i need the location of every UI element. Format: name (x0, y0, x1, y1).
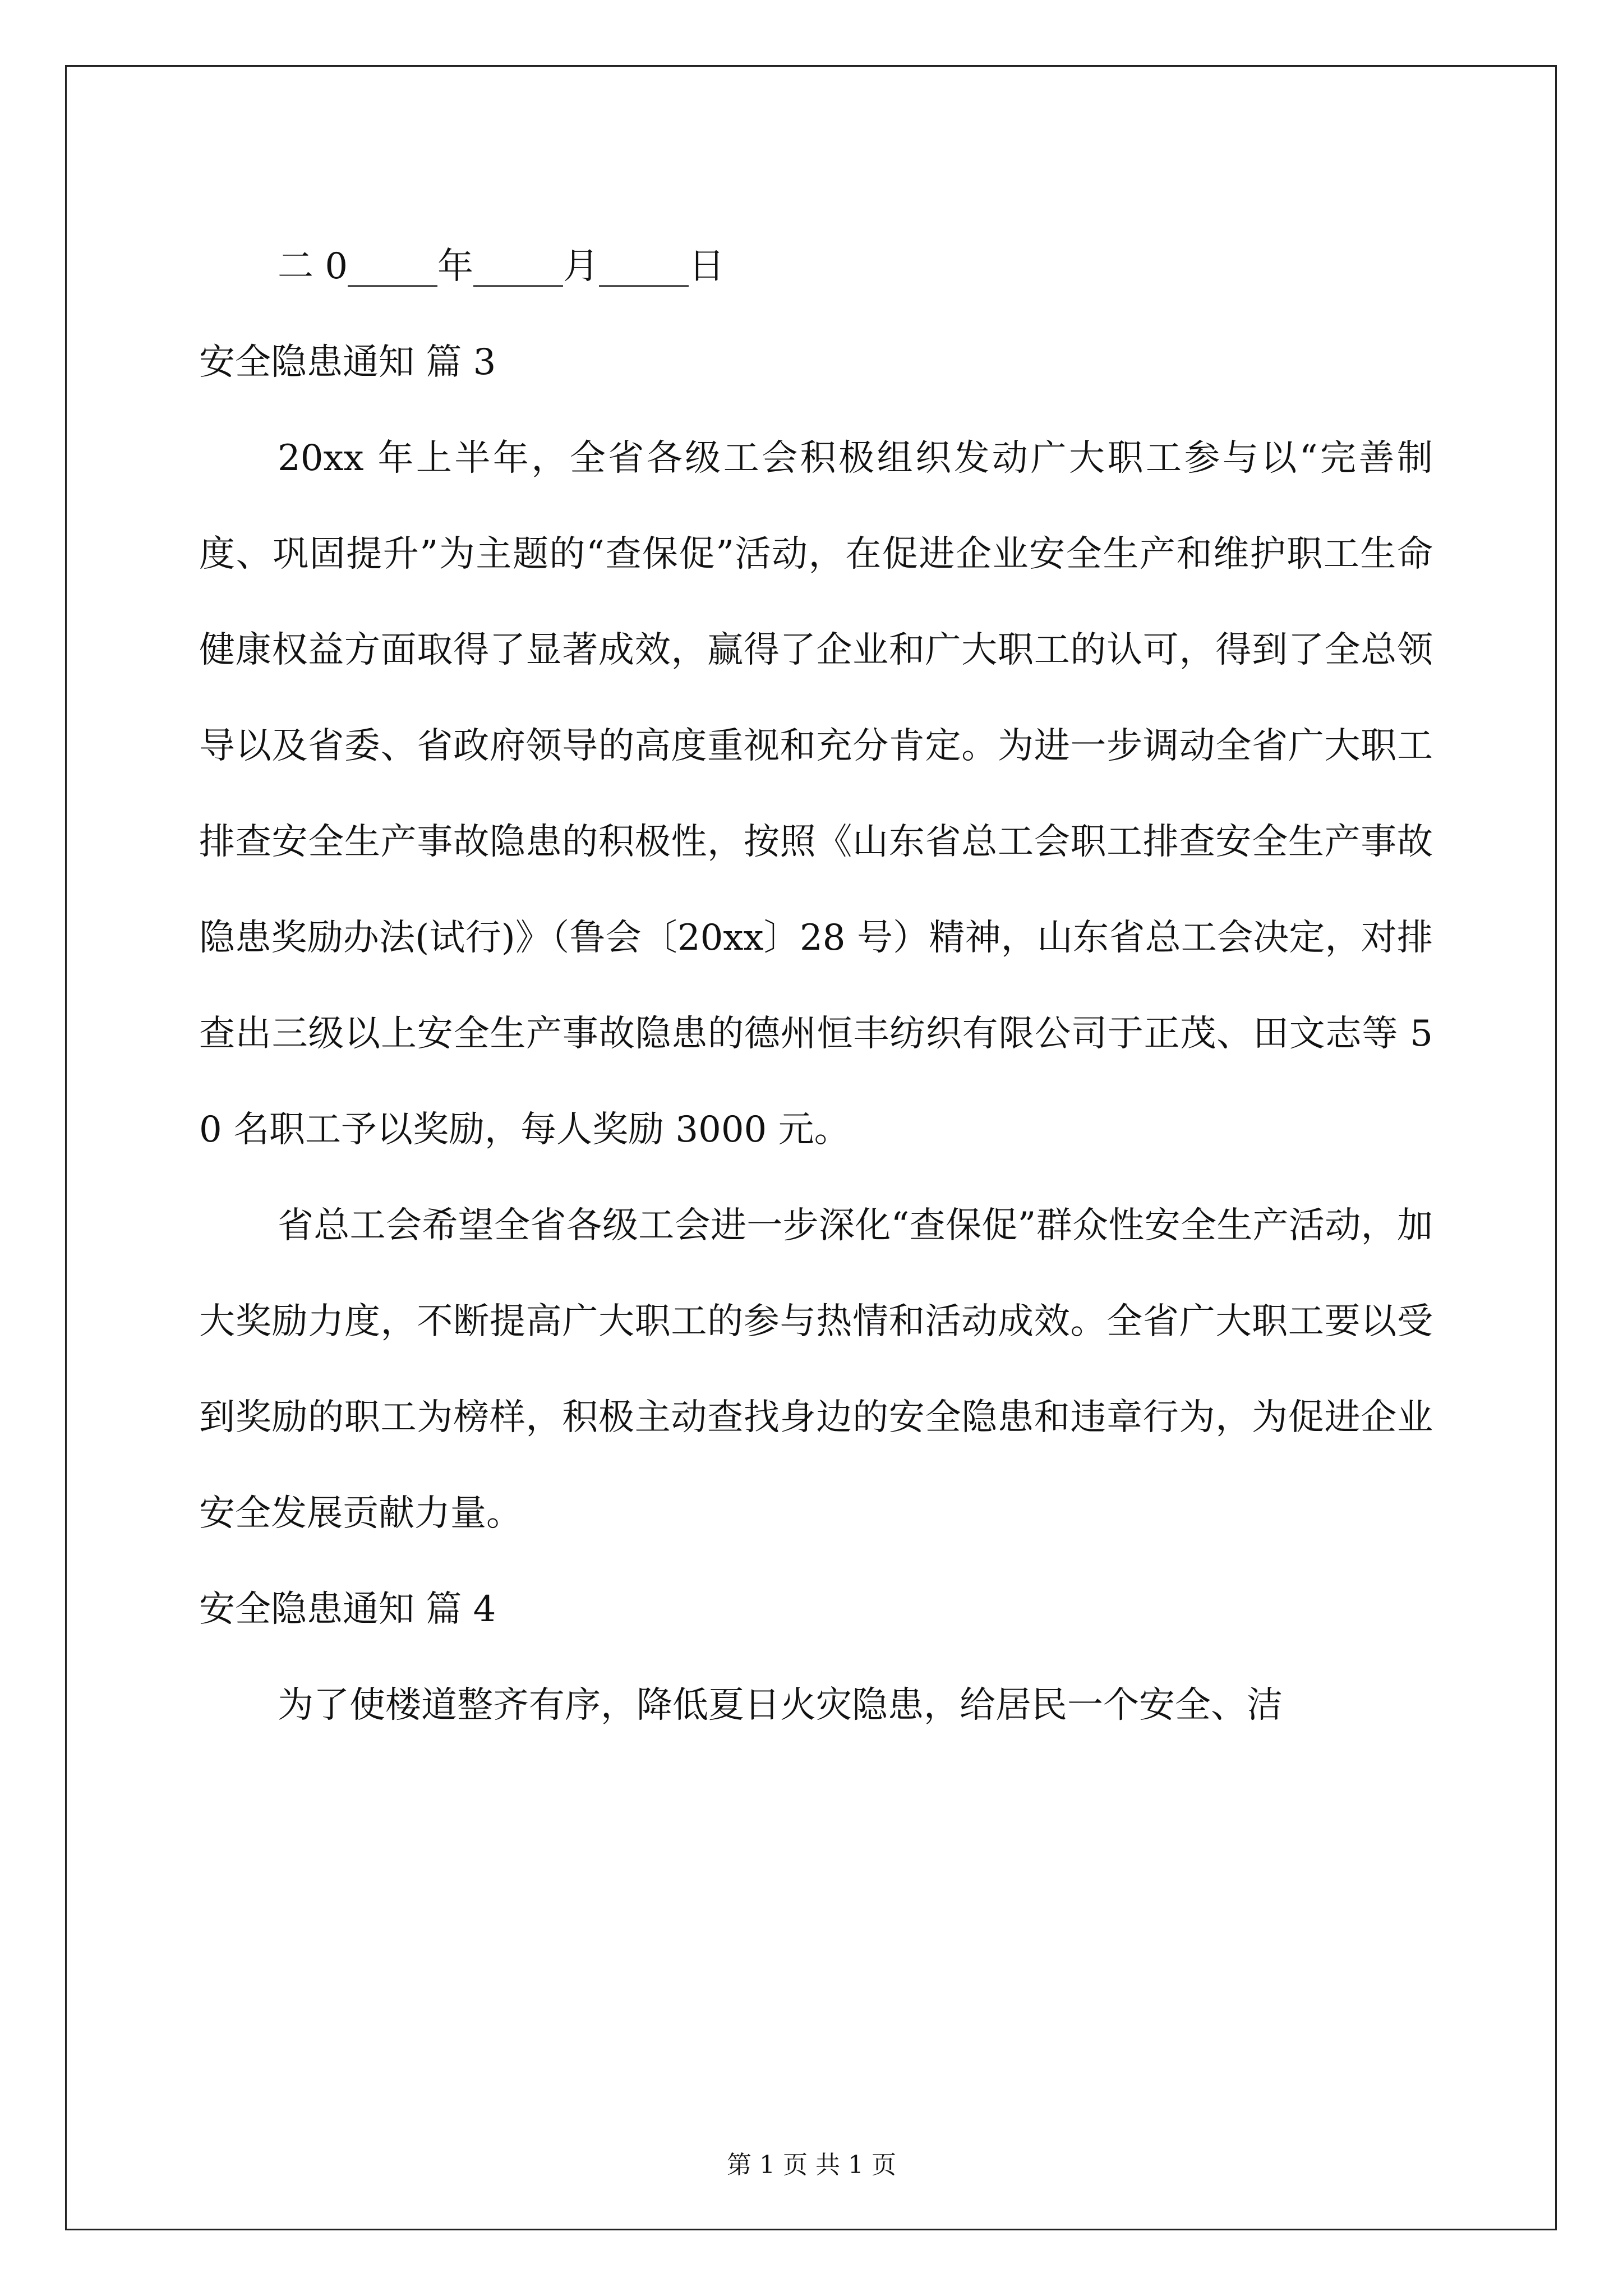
date-line: 二 0_____年_____月_____日 (278, 246, 725, 287)
section-heading: 安全隐患通知 篇 4 (199, 1589, 496, 1630)
paragraph: 为了使楼道整齐有序，降低夏日火灾隐患，给居民一个安全、洁 (278, 1685, 1283, 1726)
paragraph: 省总工会希望全省各级工会进一步深化“查保促”群众性安全生产活动，加大奖励力度，不断提高广大职工的参与热情和活动成效。全省广大职工要以受到奖励的职工为榜样，积极主动查找身边的安全隐患和违章行为，为促进企业安全发展贡献力量。 (199, 1205, 1433, 1534)
document-body (199, 219, 1433, 1754)
section-heading: 安全隐患通知 篇 3 (199, 342, 496, 383)
paragraph: 20xx 年上半年，全省各级工会积极组织发动广大职工参与以“完善制度、巩固提升”为主题的“查保促”活动，在促进企业安全生产和维护职工生命健康权益方面取得了显著成效，赢得了企业和广大职工的认可，得到了全总领导以及省委、省政府领导的高度重视和充分肯定。为进一步调动全省广大职工排查安全生产事故隐患的积极性，按照《山东省总工会职工排查安全生产事故隐患奖励办法(试行)》（鲁会〔20xx〕28 号）精神，山东省总工会决定，对排查出三级以上安全生产事故隐患的德州恒丰纺织有限公司于正茂、田文志等 50 名职工予以奖励，每人奖励 3000 元。 (199, 438, 1433, 1151)
page-footer: 第 1 页 共 1 页 (727, 2151, 896, 2179)
